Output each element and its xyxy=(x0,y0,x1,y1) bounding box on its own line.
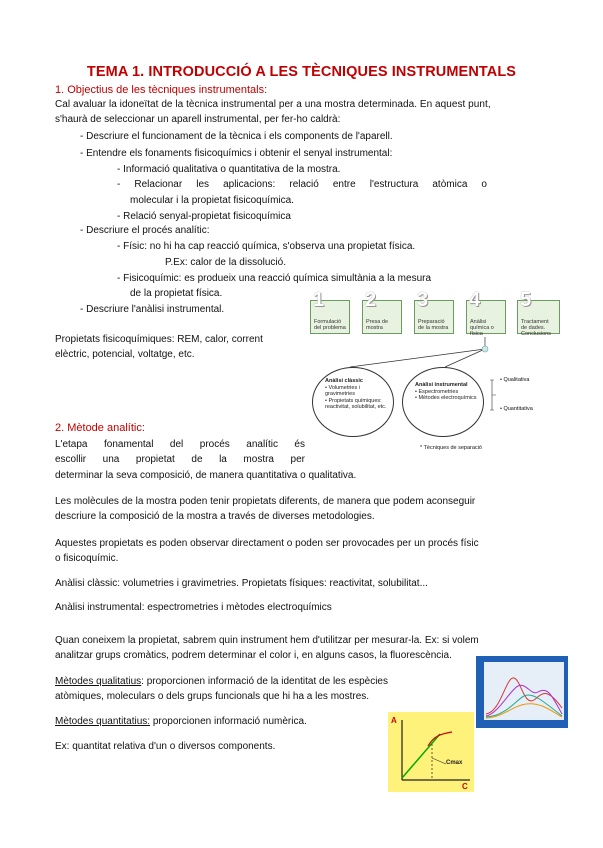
step-5-number: 5 xyxy=(520,289,532,311)
instrumental-analysis-title: Anàlisi instrumental xyxy=(415,382,468,388)
process-physicochemical: - Fisicoquímic: es produeix una reacció química simultània a la mesura xyxy=(117,273,432,284)
step-3-number: 3 xyxy=(417,289,429,311)
graph-x-label: C xyxy=(462,782,468,791)
objective-describe-process: - Descriure el procés analític: xyxy=(80,225,210,236)
objective-relate-applications-cont: molecular i la propietat fisicoquímica. xyxy=(130,195,294,206)
analytical-process-diagram xyxy=(310,289,560,467)
step-1-number: 1 xyxy=(313,289,325,311)
classic-analysis-title: Anàlisi clàssic xyxy=(325,378,363,384)
process-physicochemical-cont: de la propietat física. xyxy=(130,288,223,299)
separation-techniques-note: * Tècniques de separació xyxy=(420,445,482,451)
physicochemical-properties-cont: elèctric, potencial, voltatge, etc. xyxy=(55,349,195,360)
classic-analysis-item-1: • Volumetries i gravimetries xyxy=(325,384,360,397)
objective-describe-operation: - Descriure el funcionament de la tècnica i els components de l'aparell. xyxy=(80,131,393,142)
example-text: Ex: quantitat relativa d'un o diversos components. xyxy=(55,741,276,752)
step-5-box xyxy=(517,289,560,337)
instrumental-analysis-item-1: • Espectrometries xyxy=(415,388,459,395)
page-title: TEMA 1. INTRODUCCIÓ A LES TÈCNIQUES INSTRUMENTALS xyxy=(86,64,517,80)
molecules-text-line2: descriure la composició de la mostra a través de diverses metodologies. xyxy=(55,511,375,522)
instrument-text-line2: analitzar grups cromàtics, podrem determinar el color i, en alguns casos, la fluorescència. xyxy=(55,650,452,661)
objective-understand-fundamentals: - Entendre els fonaments fisicoquímics i obtenir el senyal instrumental: xyxy=(80,148,393,159)
physicochemical-properties: Propietats fisicoquímiques: REM, calor, corrent xyxy=(55,334,263,345)
instrument-text-line1: Quan coneixem la propietat, sabrem quin instrument hem d'utilitzar per mesurar-la. Ex: si volem xyxy=(55,635,479,646)
graph-y-label: A xyxy=(391,716,397,725)
process-physical: - Físic: no hi ha cap reacció química, s'observa una propietat física. xyxy=(117,241,416,252)
molecules-text-line1: Les molècules de la mostra poden tenir propietats diferents, de manera que podem aconseguir xyxy=(55,496,476,507)
step-5-label: Tractament de dades. Conclusions xyxy=(521,319,551,337)
step-3-box xyxy=(414,289,454,334)
method-text-line2: escollir una propietat de la mostra per xyxy=(55,454,305,465)
instrumental-analysis-text: Anàlisi instrumental: espectrometries i mètodes electroquímics xyxy=(55,602,332,613)
step-1-box xyxy=(310,289,350,334)
objective-qualitative-quantitative: - Informació qualitativa o quantitativa de la mostra. xyxy=(117,164,341,175)
objective-describe-instrumental: - Descriure l'anàlisi instrumental. xyxy=(80,304,225,315)
section1-intro-line1: Cal avaluar la idoneïtat de la tècnica instrumental per a una mostra determinada. En aquest punt, xyxy=(55,99,491,110)
step-4-number: 4 xyxy=(469,289,481,311)
spectrum-image xyxy=(476,656,568,728)
step-2-number: 2 xyxy=(365,289,377,311)
step-2-box xyxy=(362,289,402,334)
properties-text-line2: o fisicoquímic. xyxy=(55,553,119,564)
qualitative-methods-line2: atòmiques, moleculars o dels grups funcionals que hi ha a les mostres. xyxy=(55,691,370,702)
objective-signal-property: - Relació senyal-propietat fisicoquímica xyxy=(117,211,291,222)
step-4-label: Anàlisi química o física xyxy=(470,319,494,337)
objective-relate-applications: - Relacionar les aplicacions: relació entre l'estructura atòmica o xyxy=(117,179,487,190)
section2-heading: 2. Mètode analític: xyxy=(55,422,145,434)
classic-analysis-text: Anàlisi clàssic: volumetries i gravimetries. Propietats físiques: reactivitat, solubilitat... xyxy=(55,578,428,589)
calibration-graph xyxy=(388,712,474,792)
classic-analysis-item-2: • Propietats químiques: reactivitat, solubilitat, etc. xyxy=(325,397,387,410)
step-1-label: Formulació del problema xyxy=(314,319,346,331)
instrumental-analysis-ellipse xyxy=(402,367,484,437)
properties-text-line1: Aquestes propietats es poden observar directament o poden ser provocades per un procés físic xyxy=(55,538,479,549)
step-3-label: Preparació de la mostra xyxy=(418,319,449,331)
classic-analysis-ellipse xyxy=(312,367,394,437)
method-text-line1: L'etapa fonamental del procés analític és xyxy=(55,439,305,450)
quantitative-methods: Mètodes quantitatius: proporcionen informació numèrica. xyxy=(55,716,307,727)
step-4-box xyxy=(466,289,506,337)
calibration-graph-plot xyxy=(388,712,474,792)
step-2-label: Presa de mostra xyxy=(366,319,389,331)
section1-intro-line2: s'haurà de seleccionar un aparell instrumental, per fer-ho caldrà: xyxy=(55,114,341,125)
process-physical-example: P.Ex: calor de la dissolució. xyxy=(165,257,286,268)
graph-cmax-label: Cmax xyxy=(446,760,463,766)
quantitative-label: • Quantitativa xyxy=(500,406,533,412)
section1-heading: 1. Objectius de les tècniques instrumentals: xyxy=(55,84,268,96)
instrumental-analysis-item-2: • Mètodes electroquímics xyxy=(415,395,477,401)
method-text-line3: determinar la seva composició, de manera quantitativa o qualitativa. xyxy=(55,470,357,481)
qualitative-label: • Qualitativa xyxy=(500,377,530,383)
qualitative-methods-line1: Mètodes qualitatius: proporcionen informació de la identitat de les espècies xyxy=(55,676,388,687)
